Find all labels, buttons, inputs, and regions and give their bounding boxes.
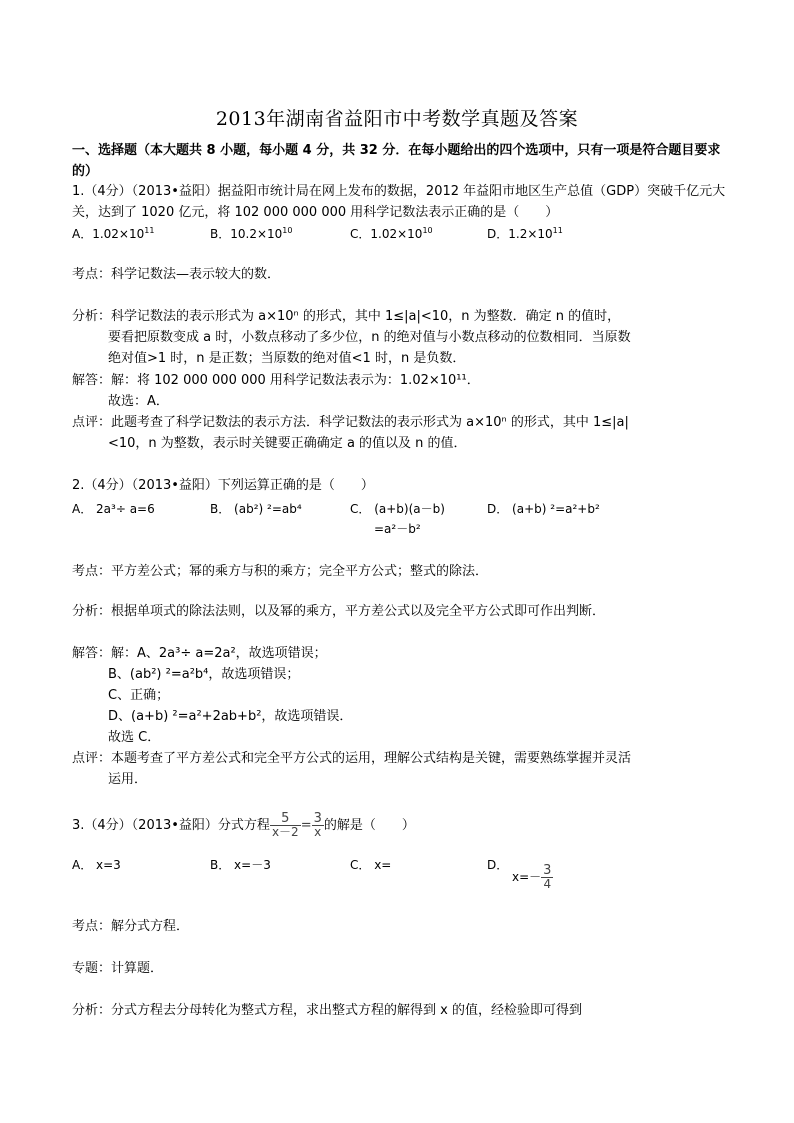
q2-option-a[interactable]: A． 2a³÷ a=6 (72, 502, 155, 516)
q3-option-b[interactable]: B． x=－3 (210, 858, 271, 872)
q1-jieda-answer: 故选：A． (108, 394, 169, 409)
q1-dianping: 点评：此题考查了科学记数法的表示方法．科学记数法的表示形式为 a×10ⁿ 的形式，其中 1≤|a|<10，n 为整数，表示时关键要正确确定 a 的值以及 n 的值． (72, 415, 629, 451)
q1-stem: 1.（4分）（2013•益阳）据益阳市统计局在网上发布的数据，2012 年益阳市地区生产总值（GDP）突破千亿元大关，达到了 1020 亿元，将 102 000 000 000 用科学记数法表示正确的是（ ） (72, 184, 726, 220)
q2-jieda-b: B、(ab²) ²=a²b⁴，故选项错误； (108, 667, 300, 682)
q3-kaodian: 考点：解分式方程． (72, 919, 190, 934)
q1-jieda: 解答：解：将 102 000 000 000 用科学记数法表示为：1.02×10¹¹． (72, 373, 480, 388)
q2-jieda-answer: 故选 C． (108, 730, 161, 745)
q3-option-d[interactable]: D． x=－ $\frac{3}{4}$ (487, 858, 552, 891)
q2-option-c[interactable]: C． (a+b)(a－b) (350, 502, 445, 516)
q2-kaodian: 考点：平方差公式；幂的乘方与积的乘方；完全平方公式；整式的除法． (72, 564, 489, 579)
q2-stem: 2.（4分）（2013•益阳）下列运算正确的是（ ） (72, 478, 374, 493)
q3-zhuanti: 专题：计算题． (72, 961, 164, 976)
fraction-3-over-4: $\frac{3}{4}$ (543, 863, 552, 891)
section-heading: 一、选择题（本大题共 8 小题，每小题 4 分，共 32 分．在每小题给出的四个选项中，只有一项是符合题目要求的） (72, 143, 721, 179)
q3-stem: 3.（4分）（2013•益阳）分式方程 $\frac{5}{x-2}$ = $\frac{3}{x}$ 的解是（ ） (72, 811, 415, 839)
page-title: 2013年湖南省益阳市中考数学真题及答案 (215, 108, 579, 130)
q2-fenxi: 分析：根据单项式的除法法则，以及幂的乘方，平方差公式以及完全平方公式即可作出判断． (72, 604, 606, 619)
q1-kaodian: 考点：科学记数法—表示较大的数． (72, 267, 281, 282)
q1-option-d[interactable]: D．$1.2\times 10^{11}$ (487, 226, 563, 241)
q2-jieda-d: D、(a+b) ²=a²+2ab+b²，故选项错误． (108, 709, 353, 724)
q2-dianping: 点评：本题考查了平方差公式和完全平方公式的运用，理解公式结构是关键，需要熟练掌握并灵活运用． (72, 751, 632, 787)
q2-option-d[interactable]: D． (a+b) ²=a²+b² (487, 502, 600, 516)
q2-jieda-c: C、正确； (108, 688, 170, 703)
q3-option-c[interactable]: C． x= (350, 858, 392, 872)
q3-option-a[interactable]: A． x=3 (72, 858, 121, 872)
q1-fenxi: 分析：科学记数法的表示形式为 a×10ⁿ 的形式，其中 1≤|a|<10，n 为整数．确定 n 的值时，要看把原数变成 a 时，小数点移动了多少位，n 的绝对值与小数点移动的位数相同．当原数绝对值>1 时，n 是正数；当原数的绝对值<1 时，n 是负数． (72, 309, 631, 366)
q2-option-c-cont: =a²－b² (374, 522, 421, 536)
fraction-5-over-x-minus-2: $\frac{5}{x-2}$ (271, 811, 299, 839)
q3-fenxi: 分析：分式方程去分母转化为整式方程，求出整式方程的解得到 x 的值，经检验即可得到 (72, 1003, 582, 1018)
fraction-3-over-x: $\frac{3}{x}$ (313, 811, 322, 839)
q1-option-c[interactable]: C．$1.02\times 10^{10}$ (350, 226, 433, 241)
q1-option-b[interactable]: B．$10.2\times 10^{10}$ (210, 226, 293, 241)
q1-option-a[interactable]: A．$1.02\times 10^{11}$ (72, 226, 155, 241)
q2-jieda: 解答：解：A、2a³÷ a=2a²，故选项错误； (72, 646, 327, 661)
q2-option-b[interactable]: B． (ab²) ²=ab⁴ (210, 502, 302, 516)
